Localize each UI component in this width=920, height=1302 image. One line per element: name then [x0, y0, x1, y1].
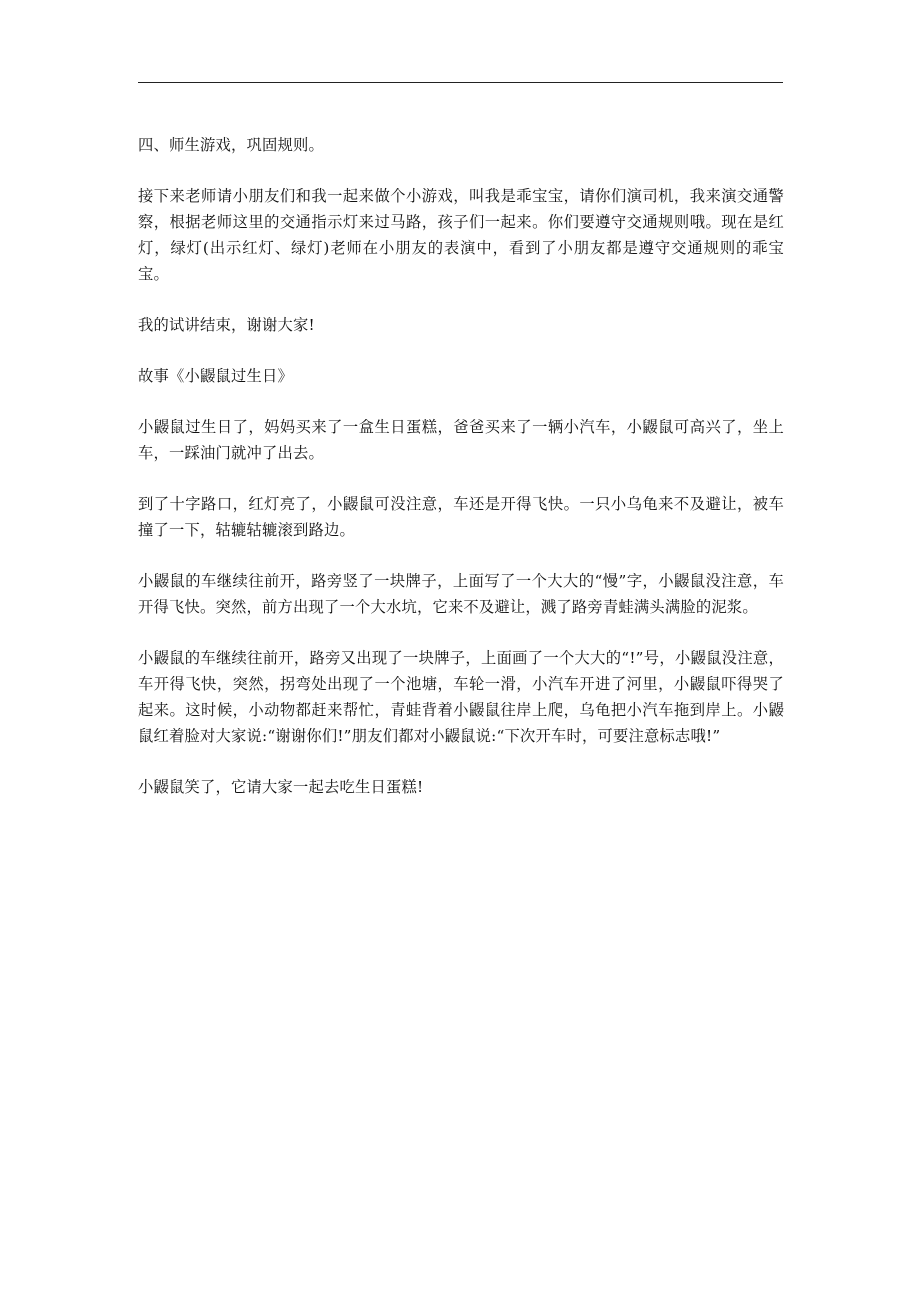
game-paragraph: 接下来老师请小朋友们和我一起来做个小游戏，叫我是乖宝宝，请你们演司机，我来演交通警察，根据老师这里的交通指示灯来过马路，孩子们一起来。你们要遵守交通规则哦。现在是红灯，绿灯(出示红灯、绿灯)老师在小朋友的表演中，看到了小朋友都是遵守交通规则的乖宝宝。 — [138, 187, 784, 283]
section-heading: 四、师生游戏，巩固规则。 — [138, 136, 324, 154]
story-paragraph: 小鼹鼠过生日了，妈妈买来了一盒生日蛋糕，爸爸买来了一辆小汽车，小鼹鼠可高兴了，坐上车，一踩油门就冲了出去。 — [138, 418, 784, 462]
document-body — [138, 132, 784, 825]
closing-line: 我的试讲结束，谢谢大家! — [138, 316, 315, 334]
story-paragraph: 小鼹鼠的车继续往前开，路旁又出现了一块牌子，上面画了一个大大的“!”号，小鼹鼠没注意，车开得飞快，突然，拐弯处出现了一个池塘，车轮一滑，小汽车开进了河里，小鼹鼠吓得哭了起来。这时候，小动物都赶来帮忙，青蛙背着小鼹鼠往岸上爬，乌龟把小汽车拖到岸上。小鼹鼠红着脸对大家说:“谢谢你们!”朋友们都对小鼹鼠说:“下次开车时，可要注意标志哦!” — [138, 649, 784, 745]
story-paragraph: 小鼹鼠的车继续往前开，路旁竖了一块牌子，上面写了一个大大的“慢”字，小鼹鼠没注意，车开得飞快。突然，前方出现了一个大水坑，它来不及避让，溅了路旁青蛙满头满脸的泥浆。 — [138, 572, 784, 616]
story-ending: 小鼹鼠笑了，它请大家一起去吃生日蛋糕! — [138, 778, 424, 796]
story-paragraph: 到了十字路口，红灯亮了，小鼹鼠可没注意，车还是开得飞快。一只小乌龟来不及避让，被车撞了一下，轱辘轱辘滚到路边。 — [138, 495, 784, 539]
header-rule — [138, 82, 783, 83]
story-title: 故事《小鼹鼠过生日》 — [138, 367, 293, 385]
